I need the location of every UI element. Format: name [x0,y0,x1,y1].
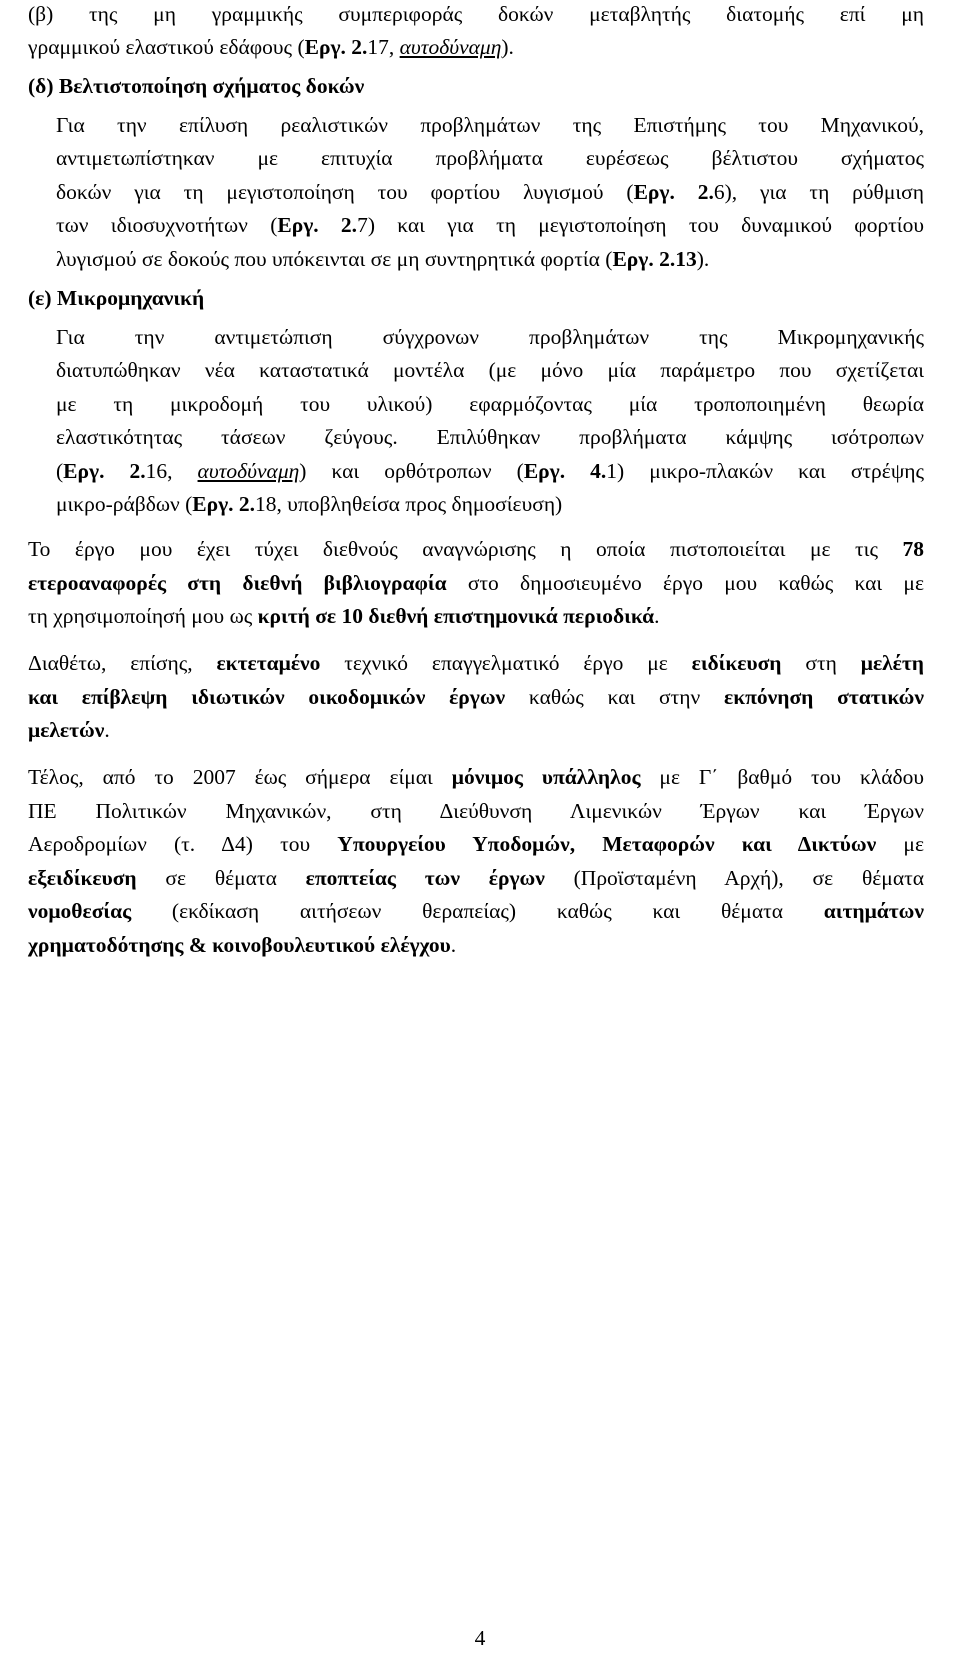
text-line: χρηματοδότησης & κοινοβουλευτικού ελέγχου. [28,933,457,957]
text-line: Αεροδρομίων (τ. Δ4) του Υπουργείου Υποδομών, Μεταφορών και Δικτύων με [28,832,924,856]
text-line: με τη μικροδομή του υλικού) εφαρμόζοντας μία τροποποιημένη θεωρία [56,392,924,416]
page-number: 4 [474,1626,486,1650]
text-line: λυγισμού σε δοκούς που υπόκεινται σε μη συντηρητικά φορτία (Εργ. 2.13). [56,247,710,271]
text-line: ελαστικότητας τάσεων ζεύγους. Επιλύθηκαν προβλήματα κάμψης ισότροπων [56,425,924,449]
text-line: και επίβλεψη ιδιωτικών οικοδομικών έργων καθώς και στην εκπόνηση στατικών [28,685,924,709]
self-published-note: αυτοδύναμη [197,459,300,483]
text-line: ΠΕ Πολιτικών Μηχανικών, στη Διεύθυνση Λιμενικών Έργων και Έργων [28,799,924,823]
text-line: των ιδιοσυχνοτήτων (Εργ. 2.7) και για τη μεγιστοποίηση του δυναμικού φορτίου [56,213,924,237]
text-line: νομοθεσίας (εκδίκαση αιτήσεων θεραπείας) καθώς και θέματα αιτημάτων [28,899,924,923]
text-line: Για την επίλυση ρεαλιστικών προβλημάτων της Επιστήμης του Μηχανικού, [56,113,924,137]
text-line: Διαθέτω, επίσης, εκτεταμένο τεχνικό επαγγελματικό έργο με ειδίκευση στη μελέτη [28,651,924,675]
text-line: (β) της μη γραμμικής συμπεριφοράς δοκών μεταβλητής διατομής επί μη [28,2,924,26]
self-published-note: αυτοδύναμη [399,35,502,59]
text-line: Για την αντιμετώπιση σύγχρονων προβλημάτων της Μικρομηχανικής [56,325,924,349]
text-line: δοκών για τη μεγιστοποίηση του φορτίου λυγισμού (Εργ. 2.6), για τη ρύθμιση [56,180,924,204]
text-line: (Εργ. 2.16, αυτοδύναμη) και ορθότροπων (Εργ. 4.1) μικρο-πλακών και στρέψης [56,459,925,483]
section-heading: (δ) Βελτιστοποίηση σχήματος δοκών [28,74,365,98]
text-line: αντιμετωπίστηκαν με επιτυχία προβλήματα ευρέσεως βέλτιστου σχήματος [56,146,924,170]
text-line: μικρο-ράβδων (Εργ. 2.18, υποβληθείσα προς δημοσίευση) [56,492,563,516]
text-line: ετεροαναφορές στη διεθνή βιβλιογραφία στο δημοσιευμένο έργο μου καθώς και με [28,571,924,595]
text-line: τη χρησιμοποίησή μου ως κριτή σε 10 διεθνή επιστημονικά περιοδικά. [28,604,660,628]
text-line: διατυπώθηκαν νέα καταστατικά μοντέλα (με μόνο μία παράμετρο που σχετίζεται [56,358,924,382]
text-line: Το έργο μου έχει τύχει διεθνούς αναγνώρισης η οποία πιστοποιείται με τις 78 [28,537,924,561]
text-line: μελετών. [28,718,110,742]
section-heading: (ε) Μικρομηχανική [28,286,205,310]
text-line: εξειδίκευση σε θέματα εποπτείας των έργων (Προϊσταμένη Αρχή), σε θέματα [28,866,924,890]
text-line: Τέλος, από το 2007 έως σήμερα είμαι μόνιμος υπάλληλος με Γ΄ βαθμό του κλάδου [28,765,924,789]
text-line: γραμμικού ελαστικού εδάφους (Εργ. 2.17, αυτοδύναμη). [28,35,514,59]
